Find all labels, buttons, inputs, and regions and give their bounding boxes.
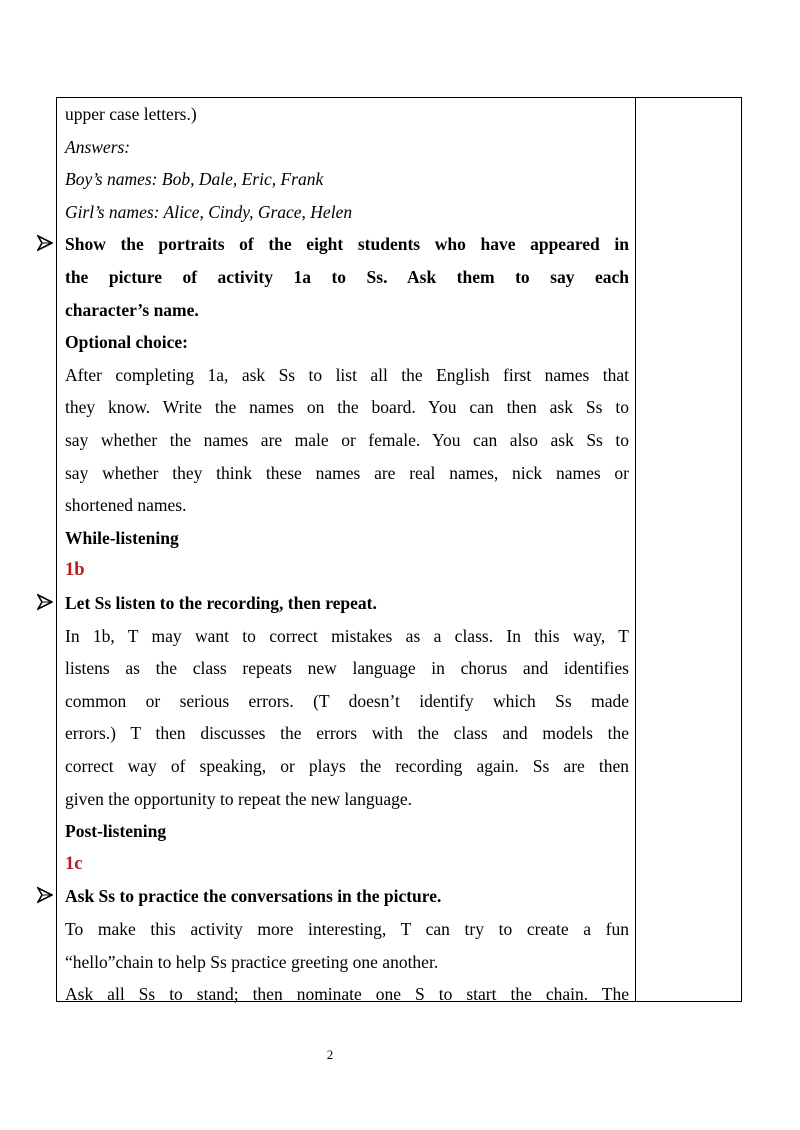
text-line: In 1b, T may want to correct mistakes as a class. In this way, T	[65, 625, 629, 646]
text-line: correct way of speaking, or plays the recording again. Ss are then	[65, 756, 629, 776]
text-line: Let Ss listen to the recording, then repeat.	[65, 593, 377, 613]
text-line: character’s name.	[65, 299, 199, 320]
text-line: To make this activity more interesting, T can try to create a fun	[65, 919, 629, 939]
text-line: 1b	[65, 560, 85, 581]
column-divider	[635, 98, 636, 1001]
text-line: errors.) T then discusses the errors with the class and models the	[65, 723, 629, 744]
text-line: say whether the names are male or female. You can also ask Ss to	[65, 430, 629, 450]
lesson-plan-table	[56, 97, 742, 1005]
arrow-bullet-icon	[37, 591, 57, 615]
text-line: say whether they think these names are real names, nick names or	[65, 462, 629, 483]
text-line: “hello”chain to help Ss practice greeting one another.	[65, 951, 439, 972]
text-line: listens as the class repeats new language in chorus and identifies	[65, 658, 629, 679]
text-line: Answers:	[65, 136, 131, 157]
text-line: Girl’s names: Alice, Cindy, Grace, Helen	[65, 201, 353, 222]
text-line: Ask Ss to practice the conversations in the picture.	[65, 886, 442, 907]
text-line: the picture of activity 1a to Ss. Ask them to say each	[65, 267, 629, 287]
text-line: Show the portraits of the eight students who have appeared in	[65, 234, 629, 255]
text-line: shortened names.	[65, 495, 187, 516]
text-line: Ask all Ss to stand; then nominate one S to start the chain. The	[65, 984, 629, 1005]
arrow-bullet-icon	[37, 232, 57, 256]
arrow-bullet-icon	[37, 884, 57, 908]
text-line: Optional choice:	[65, 332, 188, 353]
text-line: Post-listening	[65, 821, 167, 842]
page-number: 2	[326, 1047, 334, 1062]
text-line: upper case letters.)	[65, 104, 197, 124]
text-line: 1c	[65, 853, 83, 874]
text-line: Boy’s names: Bob, Dale, Eric, Frank	[65, 169, 324, 190]
text-line: While-listening	[65, 527, 179, 548]
text-line: they know. Write the names on the board. You can then ask Ss to	[65, 397, 629, 418]
text-line: given the opportunity to repeat the new language.	[65, 788, 412, 809]
text-line: After completing 1a, ask Ss to list all the English first names that	[65, 364, 629, 385]
text-line: common or serious errors. (T doesn’t identify which Ss made	[65, 690, 629, 711]
